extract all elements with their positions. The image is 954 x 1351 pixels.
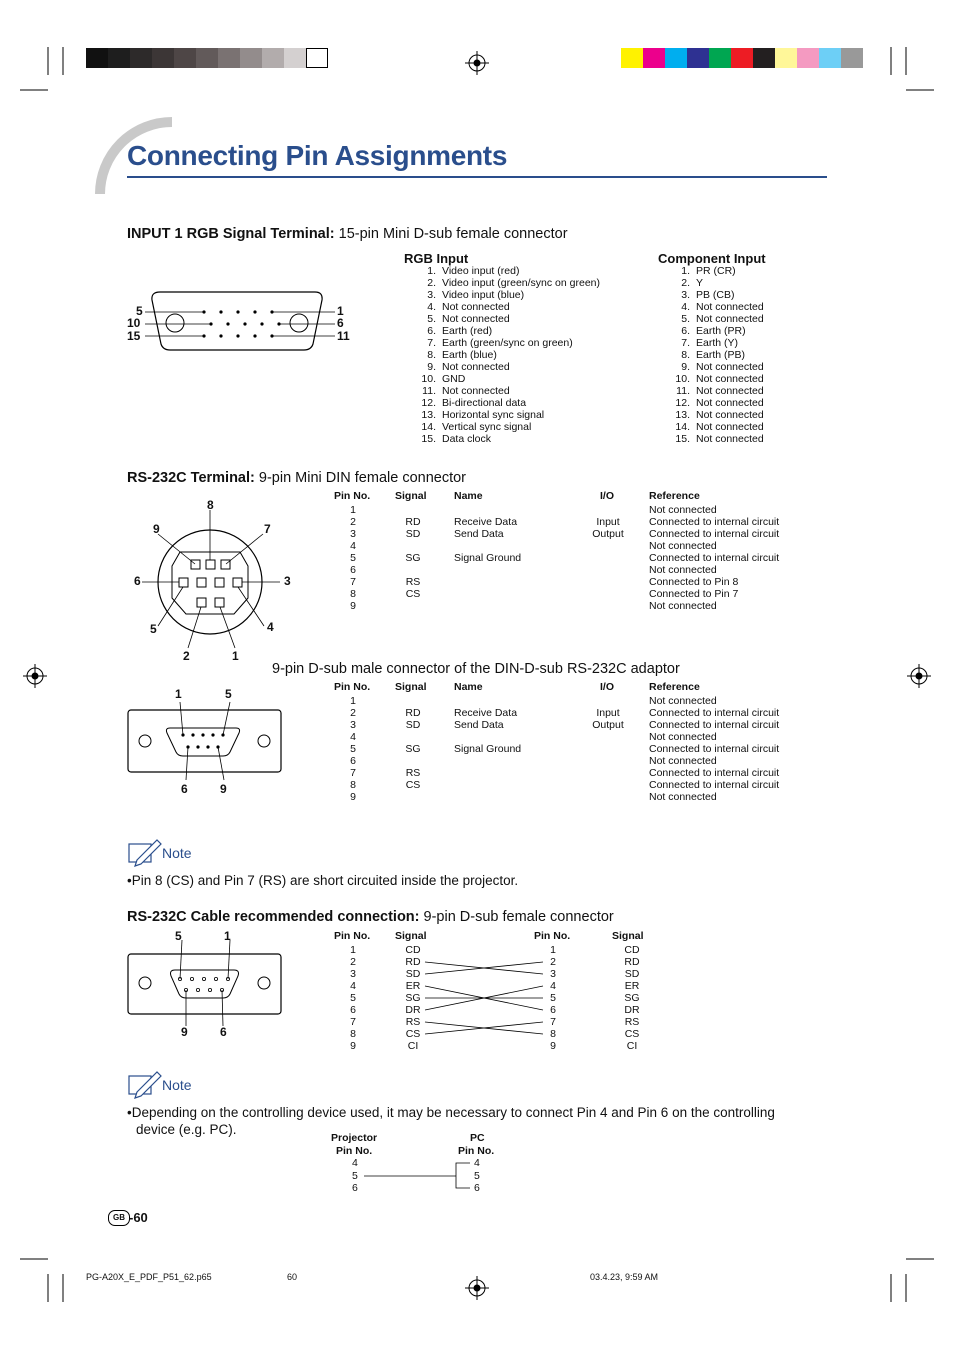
rgb-input-item: [414, 373, 600, 385]
rgb-pin-label-11: 11: [337, 329, 350, 343]
rgb-input-item-text: Bi-directional data: [442, 397, 527, 409]
projector-pin-6: 6: [352, 1182, 358, 1194]
cable-pin-label-9: 9: [181, 1025, 188, 1039]
reference-value: Connected to internal circuit: [649, 779, 780, 791]
gray-calibration-bar: [86, 48, 330, 68]
component-input-item: [668, 349, 764, 361]
dsub-adaptor-heading: 9-pin D-sub male connector of the DIN-D-sub RS-232C adaptor: [272, 661, 680, 677]
left-pin-number: 3: [350, 968, 356, 980]
right-pin-number: 4: [550, 980, 556, 992]
rgb-input-item-number: 5.: [427, 313, 436, 325]
signal-value: SD: [405, 719, 421, 731]
component-input-item: [668, 421, 764, 433]
signal-value: CS: [405, 779, 421, 791]
component-input-item-number: 1.: [681, 265, 690, 277]
pin-number: 8: [350, 779, 356, 791]
left-signal: ER: [405, 980, 421, 992]
rgb-input-item-text: Video input (red): [442, 265, 520, 277]
component-input-title: Component Input: [658, 251, 766, 266]
name-header: Name: [454, 490, 483, 502]
din-pin-label-2: 2: [183, 649, 190, 663]
component-input-item: [668, 361, 764, 373]
reference-value: Connected to Pin 8: [649, 576, 739, 588]
din-pin-label-9: 9: [153, 522, 160, 536]
din-pin-label-7: 7: [264, 522, 271, 536]
color-swatch: [687, 48, 709, 68]
component-input-item: [668, 373, 764, 385]
rgb-input-item: [414, 409, 600, 421]
component-input-item-text: Earth (Y): [696, 337, 739, 349]
rgb-pin-label-6: 6: [337, 316, 344, 330]
left-signal: DR: [405, 1004, 421, 1016]
name-value: Send Data: [454, 719, 504, 731]
rgb-input-title: RGB Input: [404, 251, 469, 266]
name-value: Receive Data: [454, 516, 518, 528]
component-input-item-number: 11.: [676, 385, 690, 397]
component-input-item-text: Not connected: [696, 373, 764, 385]
pin-number: 6: [350, 564, 356, 576]
component-input-item: [668, 313, 764, 325]
left-signal: CD: [405, 944, 421, 956]
pin-number: 5: [350, 552, 356, 564]
signal-header: Signal: [395, 930, 427, 942]
gb-badge: GB: [108, 1210, 130, 1226]
reference-value: Connected to internal circuit: [649, 516, 780, 528]
registration-mark-left: [23, 664, 47, 688]
right-pin-number: 5: [550, 992, 556, 1004]
color-swatch: [240, 48, 262, 68]
rgb-input-item-number: 15.: [421, 433, 436, 445]
color-swatch: [174, 48, 196, 68]
reference-value: Not connected: [649, 695, 717, 707]
right-signal: RS: [624, 1016, 640, 1028]
component-input-item: [668, 385, 764, 397]
component-input-item-number: 13.: [675, 409, 690, 421]
reference-value: Not connected: [649, 791, 717, 803]
name-value: Signal Ground: [454, 743, 522, 755]
pin-number: 6: [350, 755, 356, 767]
reference-value: Not connected: [649, 755, 717, 767]
page-title: Connecting Pin Assignments: [127, 140, 508, 171]
component-input-item-number: 9.: [681, 361, 690, 373]
right-pin-number: 2: [550, 956, 556, 968]
component-input-item-text: PR (CR): [696, 265, 736, 277]
signal-header: Signal: [395, 490, 427, 502]
component-input-item-text: PB (CB): [696, 289, 735, 301]
left-signal: RD: [405, 956, 421, 968]
rgb-input-item: [414, 325, 600, 337]
left-signal: RS: [405, 1016, 421, 1028]
reference-value: Not connected: [649, 504, 717, 516]
reference-value: Connected to internal circuit: [649, 707, 780, 719]
component-input-item-text: Not connected: [696, 409, 764, 421]
io-value: Output: [592, 528, 624, 540]
note-label-1: Note: [162, 845, 192, 861]
component-input-item: [668, 409, 764, 421]
rgb-input-item: [414, 337, 600, 349]
left-pin-number: 5: [350, 992, 356, 1004]
component-input-item-text: Not connected: [696, 421, 764, 433]
component-input-item-number: 2.: [681, 277, 690, 289]
component-input-item-number: 5.: [681, 313, 690, 325]
color-swatch: [709, 48, 731, 68]
io-value: Input: [596, 707, 620, 719]
reference-header: Reference: [649, 490, 700, 502]
left-pin-number: 1: [350, 944, 356, 956]
rgb-input-item-number: 14.: [421, 421, 436, 433]
component-input-item-text: Not connected: [696, 397, 764, 409]
color-swatch: [775, 48, 797, 68]
reference-value: Not connected: [649, 731, 717, 743]
signal-value: RS: [405, 767, 421, 779]
component-input-item-text: Earth (PB): [696, 349, 746, 361]
left-pin-number: 8: [350, 1028, 356, 1040]
pin-number: 4: [350, 731, 356, 743]
din-pin-label-3: 3: [284, 574, 291, 588]
pin-number: 1: [350, 504, 356, 516]
signal-value: CS: [405, 588, 421, 600]
note-1-text: •Pin 8 (CS) and Pin 7 (RS) are short circuited inside the projector.: [127, 873, 519, 888]
rgb-pin-label-5: 5: [136, 304, 143, 318]
component-input-item: [668, 277, 764, 289]
reference-value: Connected to internal circuit: [649, 719, 780, 731]
signal-value: SG: [405, 552, 421, 564]
name-value: Signal Ground: [454, 552, 522, 564]
right-signal: CS: [624, 1028, 640, 1040]
rgb-input-item-text: GND: [442, 373, 466, 385]
reference-value: Not connected: [649, 600, 717, 612]
right-pin-number: 6: [550, 1004, 556, 1016]
din-pin-label-8: 8: [207, 498, 214, 512]
rgb-input-item: [414, 361, 600, 373]
component-input-item-text: Earth (PR): [696, 325, 746, 337]
signal-value: RD: [405, 516, 421, 528]
right-signal: CD: [624, 944, 640, 956]
left-signal: SD: [405, 968, 421, 980]
dsub-pin-label-6: 6: [181, 782, 188, 796]
rgb-input-list: [414, 265, 600, 445]
color-swatch: [665, 48, 687, 68]
dsub-pin-label-1: 1: [175, 687, 182, 701]
component-input-item: [668, 325, 764, 337]
note-pencil-icon: [127, 838, 163, 868]
rgb-input-item: [414, 433, 600, 445]
component-input-item-number: 7.: [681, 337, 690, 349]
note-label-2: Note: [162, 1077, 192, 1093]
component-input-item-text: Not connected: [696, 313, 764, 325]
rgb-input-item-text: Data clock: [442, 433, 492, 445]
color-swatch: [841, 48, 863, 68]
component-input-item-text: Y: [696, 277, 704, 289]
right-pin-number: 1: [550, 944, 556, 956]
rgb-input-item-number: 12.: [421, 397, 436, 409]
note-2-text: •Depending on the controlling device used, it may be necessary to connect Pin 4 and Pin 6 on the controlling device (e.g. PC).: [127, 1105, 775, 1137]
right-pin-number: 7: [550, 1016, 556, 1028]
pc-pin-6: 6: [474, 1182, 480, 1194]
rgb-input-item-number: 11.: [422, 385, 436, 397]
cable-pin-label-1: 1: [224, 929, 231, 943]
rgb-input-item-number: 6.: [427, 325, 436, 337]
component-input-item-text: Not connected: [696, 385, 764, 397]
component-input-item: [668, 301, 764, 313]
right-signal: SD: [624, 968, 640, 980]
rgb-input-item: [414, 397, 600, 409]
footer-filename: PG-A20X_E_PDF_P51_62.p65: [86, 1272, 212, 1282]
footer-date: 03.4.23, 9:59 AM: [590, 1272, 659, 1282]
left-signal: CS: [405, 1028, 421, 1040]
io-value: Output: [592, 719, 624, 731]
rgb-input-item-number: 4.: [427, 301, 436, 313]
right-signal: SG: [624, 992, 640, 1004]
rgb-input-item-text: Earth (blue): [442, 349, 497, 361]
rgb-pin-label-1: 1: [337, 304, 344, 318]
rgb-input-item-number: 2.: [427, 277, 436, 289]
din-pin-label-4: 4: [267, 620, 274, 634]
left-pin-number: 2: [350, 956, 356, 968]
pin-number: 9: [350, 791, 356, 803]
din-pin-label-5: 5: [150, 622, 157, 636]
rgb-input-item-number: 13.: [421, 409, 436, 421]
component-input-item-number: 4.: [681, 301, 690, 313]
pc-pin-header: Pin No.: [458, 1145, 495, 1157]
pin-header: Pin No.: [334, 930, 371, 942]
color-swatch: [262, 48, 284, 68]
left-pin-number: 4: [350, 980, 356, 992]
right-signal: DR: [624, 1004, 640, 1016]
right-signal: ER: [624, 980, 640, 992]
cable-pin-label-6: 6: [220, 1025, 227, 1039]
note-pencil-icon: [127, 1070, 163, 1100]
pin-number: 7: [350, 576, 356, 588]
name-header: Name: [454, 681, 483, 693]
rgb-input-item-text: Not connected: [442, 301, 510, 313]
rgb-input-item-text: Video input (green/sync on green): [442, 277, 600, 289]
name-value: Send Data: [454, 528, 504, 540]
rgb-input-item-text: Earth (green/sync on green): [442, 337, 573, 349]
component-input-item: [668, 337, 764, 349]
loopback-wiring: [360, 1150, 560, 1210]
rgb-input-item: [414, 349, 600, 361]
pc-header: PC: [470, 1132, 485, 1144]
reference-header: Reference: [649, 681, 700, 693]
signal-value: SG: [405, 743, 421, 755]
rgb-section-heading: INPUT 1 RGB Signal Terminal: 15-pin Mini D-sub female connector: [127, 226, 568, 242]
rgb-input-item: [414, 265, 600, 277]
color-calibration-bar: [621, 48, 866, 68]
component-input-item: [668, 397, 764, 409]
rgb-input-item: [414, 313, 600, 325]
io-value: Input: [596, 516, 620, 528]
pc-pin-4: 4: [474, 1157, 480, 1169]
dsub-9-female-connector-diagram: [126, 940, 296, 1050]
rgb-input-item-text: Horizontal sync signal: [442, 409, 545, 421]
color-swatch: [108, 48, 130, 68]
reference-value: Connected to internal circuit: [649, 528, 780, 540]
rgb-input-item: [414, 301, 600, 313]
footer-page: 60: [287, 1272, 298, 1282]
pin-number: 2: [350, 516, 356, 528]
pc-pin-5: 5: [474, 1170, 480, 1182]
rgb-pin-label-10: 10: [127, 316, 141, 330]
mini-dsub-15-connector-diagram: [125, 288, 365, 368]
component-input-item-number: 6.: [681, 325, 690, 337]
color-swatch: [731, 48, 753, 68]
projector-header: Projector: [331, 1132, 378, 1144]
pin-header-right: Pin No.: [534, 930, 571, 942]
left-pin-number: 6: [350, 1004, 356, 1016]
reference-value: Connected to internal circuit: [649, 767, 780, 779]
title-underline: [127, 176, 827, 178]
pin-number: 7: [350, 767, 356, 779]
component-input-item-number: 14.: [675, 421, 690, 433]
rgb-input-item: [414, 385, 600, 397]
signal-value: SD: [405, 528, 421, 540]
pin-number: 9: [350, 600, 356, 612]
rgb-input-item-number: 9.: [427, 361, 436, 373]
color-swatch: [819, 48, 841, 68]
projector-pin-header: Pin No.: [336, 1145, 373, 1157]
component-input-item: [668, 289, 764, 301]
rgb-input-item-text: Not connected: [442, 361, 510, 373]
dsub-pin-label-5: 5: [225, 687, 232, 701]
io-header: I/O: [600, 681, 615, 693]
rgb-input-item-number: 8.: [427, 349, 436, 361]
signal-value: RS: [405, 576, 421, 588]
rgb-input-item-text: Earth (red): [442, 325, 493, 337]
component-input-item-number: 10.: [675, 373, 690, 385]
pin-number: 8: [350, 588, 356, 600]
component-input-item: [668, 265, 764, 277]
component-input-item-number: 8.: [681, 349, 690, 361]
component-input-list: [668, 265, 764, 445]
cable-section-heading: RS-232C Cable recommended connection: 9-pin D-sub female connector: [127, 909, 614, 925]
rgb-input-item-text: Video input (blue): [442, 289, 525, 301]
page-number: -60: [129, 1210, 148, 1225]
color-swatch: [130, 48, 152, 68]
din-pin-label-1: 1: [232, 649, 239, 663]
rgb-input-item-number: 7.: [427, 337, 436, 349]
pin-number: 3: [350, 719, 356, 731]
reference-value: Connected to internal circuit: [649, 743, 780, 755]
rgb-input-item-text: Not connected: [442, 385, 510, 397]
pin-number: 1: [350, 695, 356, 707]
right-pin-number: 8: [550, 1028, 556, 1040]
rgb-input-item: [414, 421, 600, 433]
registration-mark-right: [907, 664, 931, 688]
registration-mark-top: [465, 51, 489, 75]
rgb-input-item: [414, 277, 600, 289]
reference-value: Not connected: [649, 540, 717, 552]
color-swatch: [284, 48, 306, 68]
pin-header: Pin No.: [334, 490, 371, 502]
projector-pin-5: 5: [352, 1170, 358, 1182]
signal-header-right: Signal: [612, 930, 644, 942]
color-swatch: [306, 48, 328, 68]
signal-value: RD: [405, 707, 421, 719]
component-input-item-number: 12.: [675, 397, 690, 409]
left-signal: CI: [407, 1040, 419, 1052]
right-pin-number: 9: [550, 1040, 556, 1052]
rgb-input-item-number: 3.: [427, 289, 436, 301]
color-swatch: [218, 48, 240, 68]
rgb-input-item-text: Not connected: [442, 313, 510, 325]
component-input-item-number: 3.: [681, 289, 690, 301]
io-header: I/O: [600, 490, 615, 502]
rgb-input-item-text: Vertical sync signal: [442, 421, 532, 433]
color-swatch: [753, 48, 775, 68]
pin-number: 5: [350, 743, 356, 755]
dsub-pin-label-9: 9: [220, 782, 227, 796]
left-signal: SG: [405, 992, 421, 1004]
right-signal: RD: [624, 956, 640, 968]
pin-number: 4: [350, 540, 356, 552]
rgb-pin-label-15: 15: [127, 329, 141, 343]
name-value: Receive Data: [454, 707, 518, 719]
pin-number: 3: [350, 528, 356, 540]
din-section-heading: RS-232C Terminal: 9-pin Mini DIN female connector: [127, 470, 467, 486]
pin-number: 2: [350, 707, 356, 719]
rgb-input-item-number: 10.: [421, 373, 436, 385]
projector-pin-4: 4: [352, 1157, 358, 1169]
component-input-item-text: Not connected: [696, 433, 764, 445]
component-input-item-number: 15.: [675, 433, 690, 445]
rgb-input-item-number: 1.: [427, 265, 436, 277]
color-swatch: [621, 48, 643, 68]
color-swatch: [86, 48, 108, 68]
pin-header: Pin No.: [334, 681, 371, 693]
cable-pin-label-5: 5: [175, 929, 182, 943]
right-pin-number: 3: [550, 968, 556, 980]
reference-value: Not connected: [649, 564, 717, 576]
color-swatch: [643, 48, 665, 68]
color-swatch: [797, 48, 819, 68]
color-swatch: [196, 48, 218, 68]
registration-mark-bottom: [465, 1276, 489, 1300]
din-pin-label-6: 6: [134, 574, 141, 588]
signal-header: Signal: [395, 681, 427, 693]
left-pin-number: 9: [350, 1040, 356, 1052]
component-input-item: [668, 433, 764, 445]
dsub-9-male-connector-diagram: [126, 698, 296, 808]
component-input-item-text: Not connected: [696, 361, 764, 373]
reference-value: Connected to internal circuit: [649, 552, 780, 564]
component-input-item-text: Not connected: [696, 301, 764, 313]
left-pin-number: 7: [350, 1016, 356, 1028]
right-signal: CI: [626, 1040, 638, 1052]
rgb-input-item: [414, 289, 600, 301]
color-swatch: [152, 48, 174, 68]
reference-value: Connected to Pin 7: [649, 588, 739, 600]
